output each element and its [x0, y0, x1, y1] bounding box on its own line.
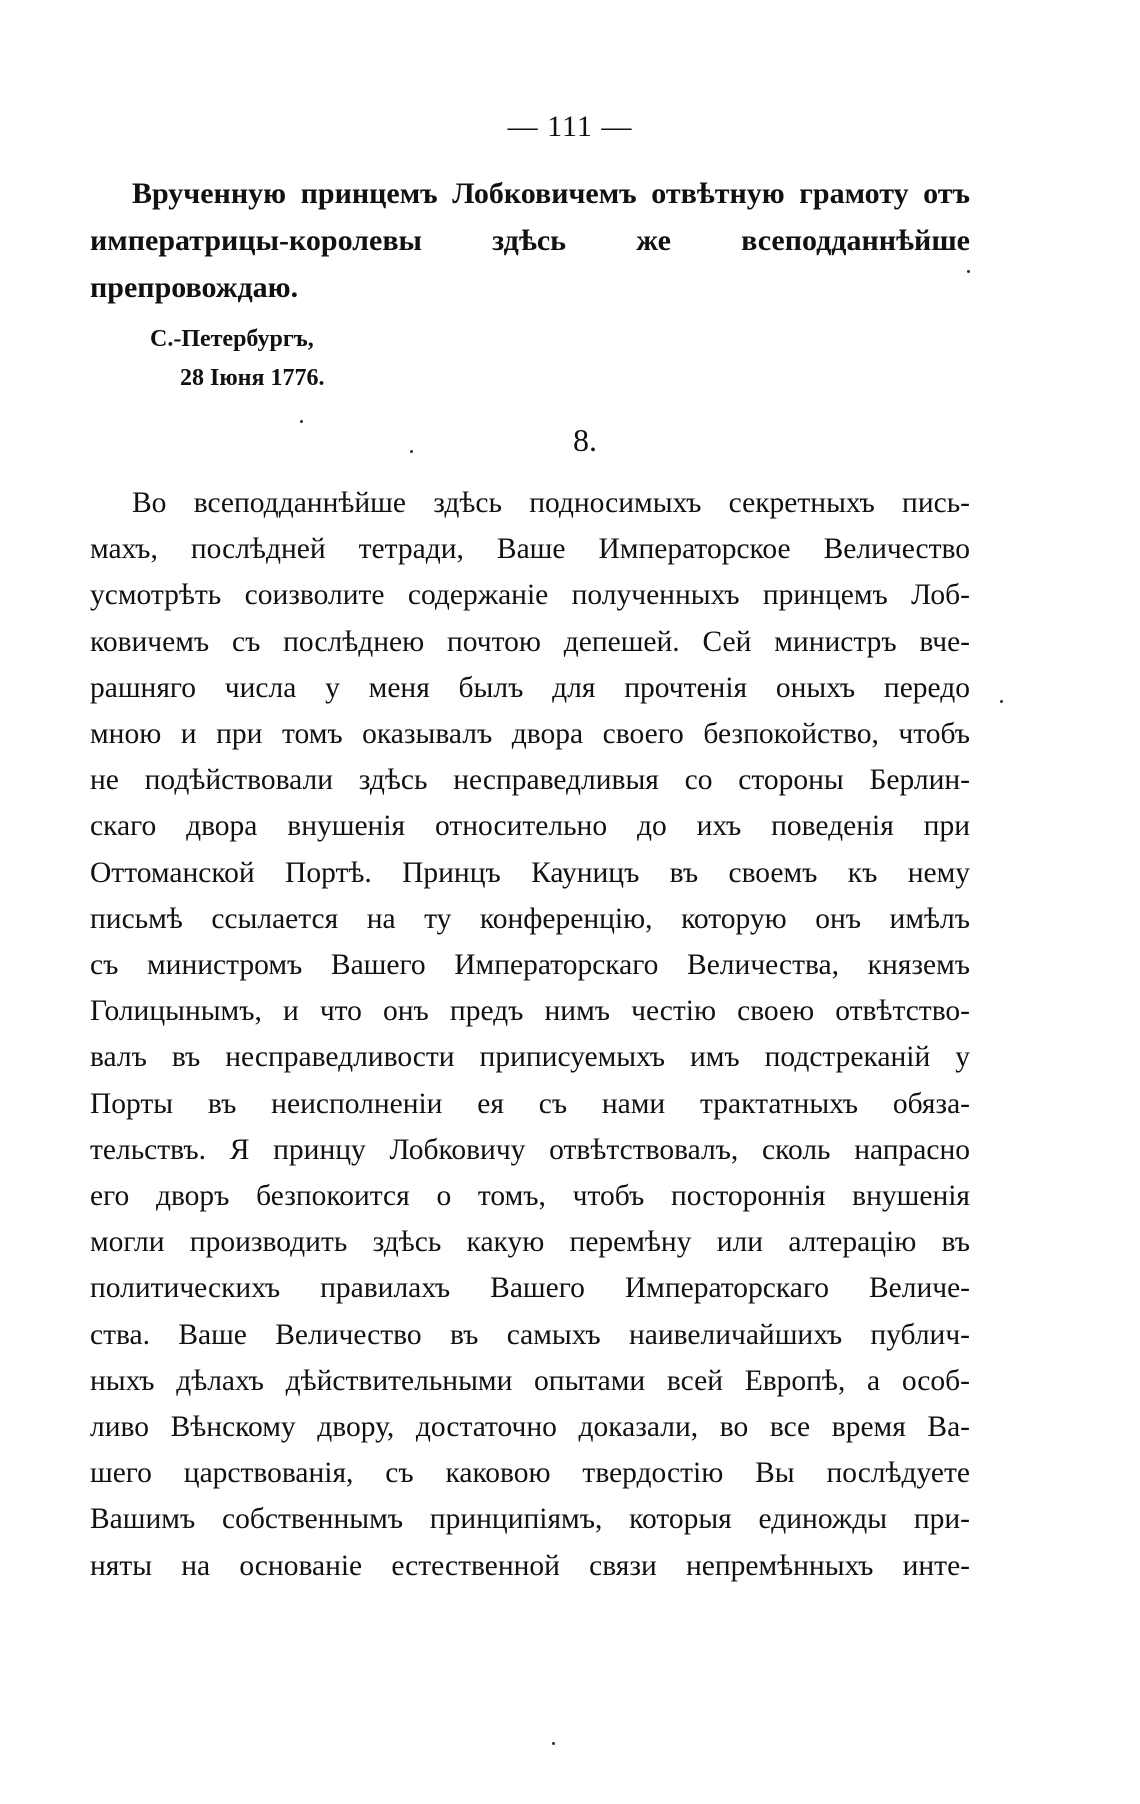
text-line: валъ въ несправедливости приписуемыхъ имъ подстреканій у [90, 1041, 970, 1074]
text-line: Порты въ неисполненіи ея съ нами трактатныхъ обяза- [90, 1087, 970, 1120]
text-line: не подѣйствовали здѣсь несправедливыя со стороны Берлин- [90, 764, 970, 797]
scan-speck [967, 270, 970, 273]
main-paragraph [90, 480, 970, 1589]
text-line: Во всеподданнѣйше здѣсь подносимыхъ секретныхъ пись- [132, 487, 970, 519]
text-line: скаго двора внушенія относительно до ихъ поведенія при [90, 810, 970, 843]
scan-speck [410, 450, 413, 453]
top-paragraph: Врученную принцемъ Лобковичемъ отвѣтную грамоту отъ императрицы-королевы здѣсь же всеподданнѣйше препровождаю. [90, 177, 970, 304]
text-line: ливо Вѣнскому двору, достаточно доказали, во все время Ва- [90, 1411, 970, 1444]
text-line: тельствъ. Я принцу Лобковичу отвѣтствовалъ, сколь напрасно [90, 1133, 970, 1166]
text-line: Оттоманской Портѣ. Принцъ Кауницъ въ своемъ къ нему [90, 856, 970, 889]
text-line: ныхъ дѣлахъ дѣйствительными опытами всей Европѣ, а особ- [90, 1364, 970, 1397]
text-line: съ министромъ Вашего Императорскаго Величества, княземъ [90, 949, 970, 982]
text-line: усмотрѣть соизволите содержаніе полученныхъ принцемъ Лоб- [90, 579, 970, 612]
section-number: 8. [573, 422, 597, 458]
scan-speck [552, 1742, 555, 1745]
text-line: могли производить здѣсь какую перемѣну или алтерацію въ [90, 1226, 970, 1259]
text-line: Голицынымъ, и что онъ предъ нимъ честію своею отвѣтство- [90, 995, 970, 1028]
signature-city: С.-Петербургъ, [150, 326, 314, 352]
signature-date: 28 Іюня 1776. [180, 365, 325, 391]
text-line: его дворъ безпокоится о томъ, чтобъ постороннія внушенія [90, 1180, 970, 1213]
scan-speck [1000, 700, 1003, 703]
text-line: ства. Ваше Величество въ самыхъ наивеличайшихъ публич- [90, 1318, 970, 1351]
scan-speck [300, 420, 303, 423]
text-line: рашняго числа у меня былъ для прочтенія оныхъ передо [90, 671, 970, 704]
text-line: мною и при томъ оказывалъ двора своего безпокойство, чтобъ [90, 718, 970, 751]
page-number: — 111 — [507, 110, 633, 143]
text-line: махъ, послѣдней тетради, Ваше Императорское Величество [90, 533, 970, 566]
text-line: Вашимъ собственнымъ принципіямъ, которыя единожды при- [90, 1503, 970, 1536]
text-line: политическихъ правилахъ Вашего Императорскаго Величе- [90, 1272, 970, 1305]
text-line: няты на основаніе естественной связи непремѣнныхъ инте- [90, 1549, 970, 1582]
text-line: шего царствованія, съ каковою твердостію Вы послѣдуете [90, 1457, 970, 1490]
text-line: ковичемъ съ послѣднею почтою депешей. Сей министръ вче- [90, 625, 970, 658]
text-line: письмѣ ссылается на ту конференцію, которую онъ имѣлъ [90, 902, 970, 935]
